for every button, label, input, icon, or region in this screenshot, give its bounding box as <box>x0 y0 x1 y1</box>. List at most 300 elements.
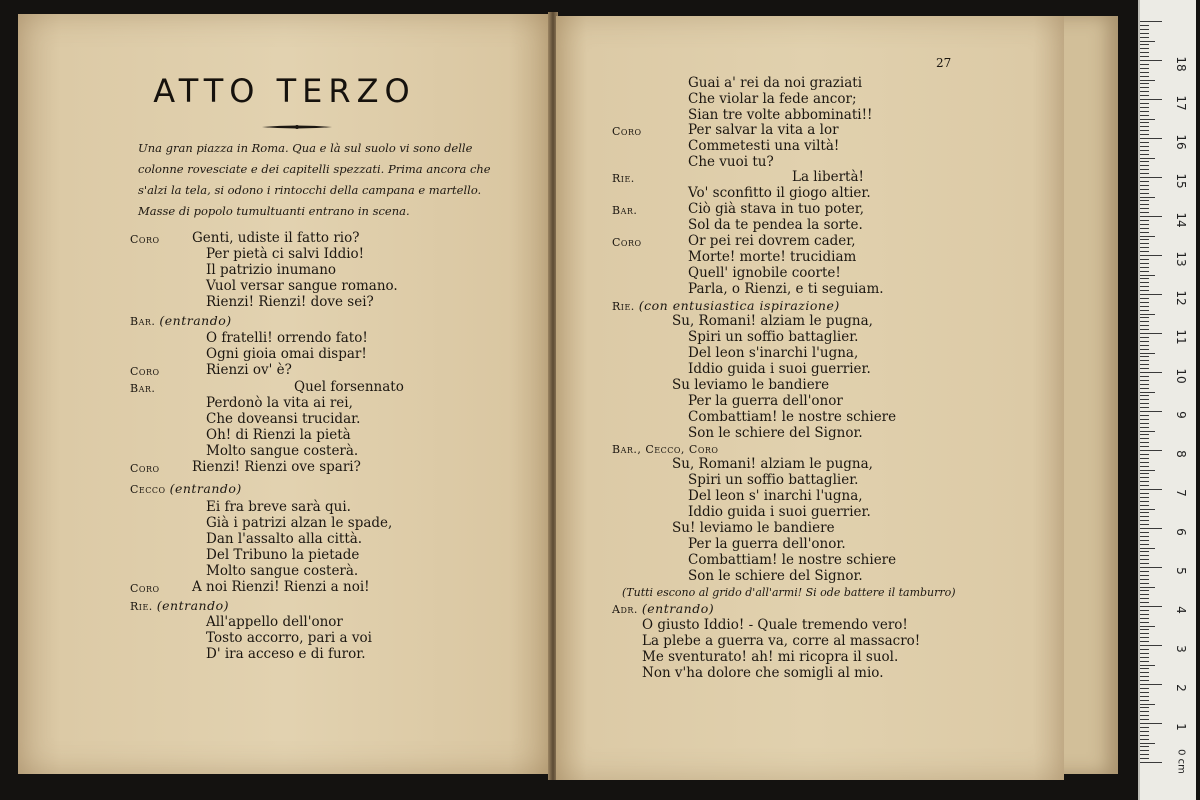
stage-note: (entrando) <box>641 601 715 616</box>
speaker-name: Adr. <box>612 603 638 616</box>
speaker-label: Coro <box>612 236 642 249</box>
verse-line: Che vuoi tu? <box>688 154 774 170</box>
ruler-tick <box>1140 739 1149 740</box>
ruler-tick <box>1140 177 1162 178</box>
ruler-number: 10 <box>1174 368 1188 384</box>
ruler-number: 15 <box>1174 173 1188 189</box>
ruler-tick <box>1140 598 1149 599</box>
ruler-tick <box>1140 122 1149 123</box>
ruler-number: 1 <box>1174 723 1188 731</box>
ruler-tick <box>1140 321 1149 322</box>
verse-line: Del leon s'inarchi l'ugna, <box>688 345 859 361</box>
verse-line: D' ira acceso e di furor. <box>206 646 366 662</box>
ruler-tick <box>1140 251 1149 252</box>
ruler-tick <box>1140 126 1149 127</box>
ruler-tick <box>1140 602 1149 603</box>
ruler-tick <box>1140 161 1149 162</box>
ruler-tick <box>1140 243 1149 244</box>
verse-line: Rienzi ov' è? <box>206 362 292 378</box>
ruler-tick <box>1140 302 1149 303</box>
ruler-tick <box>1140 587 1155 588</box>
ruler-tick <box>1140 200 1149 201</box>
verse-line: Vuol versar sangue romano. <box>206 278 398 294</box>
ruler-number: 8 <box>1174 450 1188 458</box>
ruler-tick <box>1140 590 1149 591</box>
verse-line: Per la guerra dell'onor <box>688 393 843 409</box>
ruler-tick <box>1140 239 1149 240</box>
act-title: ATTO TERZO <box>153 72 416 110</box>
ruler-tick <box>1140 267 1149 268</box>
stage-direction <box>138 138 498 222</box>
ruler-tick <box>1140 169 1149 170</box>
ruler-tick <box>1140 87 1149 88</box>
ruler-tick <box>1140 516 1149 517</box>
ruler-tick <box>1140 345 1149 346</box>
ruler-tick <box>1140 540 1149 541</box>
verse-line: Oh! di Rienzi la pietà <box>206 427 351 443</box>
verse-line: Sian tre volte abbominati!! <box>688 107 873 123</box>
ruler-tick <box>1140 115 1149 116</box>
verse-line: Che violar la fede ancor; <box>688 91 857 107</box>
ruler-tick <box>1140 661 1149 662</box>
verse-line: Genti, udiste il fatto rio? <box>192 230 360 246</box>
ruler-tick <box>1140 758 1149 759</box>
speaker-label: Coro <box>130 582 160 595</box>
ruler-tick <box>1140 520 1149 521</box>
ruler-tick <box>1140 111 1149 112</box>
ruler-tick <box>1140 676 1149 677</box>
verse-line: A noi Rienzi! Rienzi a noi! <box>192 579 370 595</box>
ruler-number: 18 <box>1174 56 1188 72</box>
ruler-tick <box>1140 754 1149 755</box>
ruler-tick <box>1140 411 1162 412</box>
speaker-label: Rie. <box>612 172 635 185</box>
ruler-tick <box>1140 704 1155 705</box>
ruler-tick <box>1140 618 1149 619</box>
ruler-tick <box>1140 185 1149 186</box>
ruler-tick <box>1140 583 1149 584</box>
ruler-tick <box>1140 485 1149 486</box>
ruler-tick <box>1140 719 1149 720</box>
verse-line: Su, Romani! alziam le pugna, <box>672 456 873 472</box>
ruler-tick <box>1140 64 1149 65</box>
ruler-tick <box>1140 21 1162 22</box>
speaker-label: Bar., Cecco, Coro <box>612 443 719 456</box>
ruler-tick <box>1140 392 1155 393</box>
ruler-tick <box>1140 356 1149 357</box>
verse-line: Per salvar la vita a lor <box>688 122 839 138</box>
ruler-tick <box>1140 286 1149 287</box>
ruler-number: 13 <box>1174 251 1188 267</box>
verse-line: O giusto Iddio! - Quale tremendo vero! <box>642 617 908 633</box>
ruler-tick <box>1140 403 1149 404</box>
ruler-tick <box>1140 103 1149 104</box>
ruler-tick <box>1140 727 1149 728</box>
ruler-tick <box>1140 25 1149 26</box>
speaker-label: Coro <box>130 365 160 378</box>
ruler-tick <box>1140 466 1149 467</box>
ruler-tick <box>1140 37 1149 38</box>
ruler-tick <box>1140 349 1149 350</box>
ruler-tick <box>1140 419 1149 420</box>
ruler-tick <box>1140 431 1155 432</box>
ruler-tick <box>1140 668 1149 669</box>
verse-line: Spiri un soffio battaglier. <box>688 329 859 345</box>
ruler-tick <box>1140 446 1149 447</box>
verse-line: Morte! morte! trucidiam <box>688 249 857 265</box>
ruler-tick <box>1140 364 1149 365</box>
ruler-tick <box>1140 372 1162 373</box>
ruler-tick <box>1140 130 1149 131</box>
ruler-tick <box>1140 353 1155 354</box>
ruler-tick <box>1140 255 1162 256</box>
right-page <box>556 16 1064 780</box>
verse-line: Parla, o Rienzi, e ti seguiam. <box>688 281 884 297</box>
ruler-number: 7 <box>1174 489 1188 497</box>
ruler-tick <box>1140 473 1149 474</box>
ruler-tick <box>1140 649 1149 650</box>
ruler-tick <box>1140 91 1149 92</box>
ruler-tick <box>1140 224 1149 225</box>
ruler-number: 12 <box>1174 290 1188 306</box>
ruler-tick <box>1140 665 1155 666</box>
ruler-tick <box>1140 376 1149 377</box>
verse-line: Me sventurato! ah! mi ricopra il suol. <box>642 649 899 665</box>
ruler-tick <box>1140 337 1149 338</box>
ruler-tick <box>1140 555 1149 556</box>
ruler-tick <box>1140 329 1149 330</box>
verse-line: Del leon s' inarchi l'ugna, <box>688 488 863 504</box>
stage-note: (con entusiastica ispirazione) <box>638 298 840 313</box>
ruler-tick <box>1140 317 1149 318</box>
verse-line: Or pei rei dovrem cader, <box>688 233 856 249</box>
ruler-tick <box>1140 563 1149 564</box>
ruler-tick <box>1140 165 1149 166</box>
exit-stage-direction: (Tutti escono al grido d'all'armi! Si ode battere il tamburro) <box>622 586 956 599</box>
ruler-tick <box>1140 80 1155 81</box>
ruler-tick <box>1140 388 1149 389</box>
ruler-tick <box>1140 423 1149 424</box>
stage-line: s'alzi la tela, si odono i rintocchi della campana e martello. <box>138 183 482 197</box>
ruler-tick <box>1140 575 1149 576</box>
ruler-tick <box>1140 610 1149 611</box>
ruler-tick <box>1140 44 1149 45</box>
ruler-tick <box>1140 746 1149 747</box>
ruler-tick <box>1140 762 1162 763</box>
ruler-tick <box>1140 434 1149 435</box>
ruler-tick <box>1140 146 1149 147</box>
verse-line: Su! leviamo le bandiere <box>672 520 835 536</box>
ruler-tick <box>1140 750 1149 751</box>
ruler-tick <box>1140 548 1155 549</box>
verse-line: Commetesti una viltà! <box>688 138 840 154</box>
verse-line: Su leviamo le bandiere <box>672 377 830 393</box>
ruler-tick <box>1140 715 1149 716</box>
ruler-tick <box>1140 368 1149 369</box>
verse-line: Guai a' rei da noi graziati <box>688 75 863 91</box>
verse-line: All'appello dell'onor <box>206 614 343 630</box>
verse-line: La libertà! <box>792 169 864 185</box>
ruler-tick <box>1140 333 1162 334</box>
ruler-tick <box>1140 325 1149 326</box>
ruler-tick <box>1140 544 1149 545</box>
ruler-tick <box>1140 228 1149 229</box>
ruler-tick <box>1140 567 1162 568</box>
ruler-tick <box>1140 154 1149 155</box>
verse-line: Ei fra breve sarà qui. <box>206 499 351 515</box>
verse-line: Del Tribuno la pietade <box>206 547 360 563</box>
verse-line: O fratelli! orrendo fato! <box>206 330 368 346</box>
verse-line: Combattiam! le nostre schiere <box>688 409 897 425</box>
speaker-label <box>130 313 232 329</box>
verse-line: Quell' ignobile coorte! <box>688 265 841 281</box>
speaker-label <box>130 481 242 497</box>
ruler-tick <box>1140 512 1149 513</box>
ruler-tick <box>1140 232 1149 233</box>
ruler-tick <box>1140 142 1149 143</box>
ruler-tick <box>1140 509 1155 510</box>
ruler-tick <box>1140 76 1149 77</box>
verse-line: Che doveansi trucidar. <box>206 411 361 427</box>
verse-line: Son le schiere del Signor. <box>688 425 863 441</box>
ruler-tick <box>1140 294 1162 295</box>
ruler-tick <box>1140 470 1155 471</box>
ruler-tick <box>1140 197 1155 198</box>
ruler-tick <box>1140 454 1149 455</box>
verse-line: Combattiam! le nostre schiere <box>688 552 897 568</box>
speaker-label: Bar. <box>612 204 638 217</box>
ruler-tick <box>1140 427 1149 428</box>
speaker-label <box>612 601 714 617</box>
verse-line: Rienzi! Rienzi! dove sei? <box>206 294 374 310</box>
ruler-tick <box>1140 150 1149 151</box>
verse-line: Ogni gioia omai dispar! <box>206 346 367 362</box>
ruler-tick <box>1140 637 1149 638</box>
ruler-number: 11 <box>1174 329 1188 345</box>
verse-line: Per pietà ci salvi Iddio! <box>206 246 365 262</box>
verse-line: Già i patrizi alzan le spade, <box>206 515 393 531</box>
ruler-number: 2 <box>1174 684 1188 692</box>
speaker-label: Bar. <box>130 382 156 395</box>
ruler-tick <box>1140 450 1162 451</box>
ruler-tick <box>1140 493 1149 494</box>
verse-line: Ciò già stava in tuo poter, <box>688 201 865 217</box>
ruler-tick <box>1140 524 1149 525</box>
ruler-tick <box>1140 204 1149 205</box>
ruler-tick <box>1140 134 1149 135</box>
ruler-tick <box>1140 481 1149 482</box>
title-ornament <box>262 124 332 130</box>
verse-line: Iddio guida i suoi guerrier. <box>688 504 871 520</box>
ruler-tick <box>1140 72 1149 73</box>
ruler-tick <box>1140 290 1149 291</box>
ruler-tick <box>1140 181 1149 182</box>
ruler-tick <box>1140 310 1149 311</box>
ruler-tick <box>1140 68 1149 69</box>
stage-line: colonne rovesciate e dei capitelli spezzati. Prima ancora che <box>138 162 491 176</box>
ruler-tick <box>1140 438 1149 439</box>
verse-line: La plebe a guerra va, corre al massacro! <box>642 633 921 649</box>
ruler-tick <box>1140 33 1149 34</box>
ruler-tick <box>1140 271 1149 272</box>
ruler-unit-label: 0 cm <box>1175 749 1187 774</box>
verse-line: Sol da te pendea la sorte. <box>688 217 863 233</box>
ruler-tick <box>1140 594 1149 595</box>
ruler-tick <box>1140 208 1149 209</box>
ruler-tick <box>1140 688 1149 689</box>
ruler-tick <box>1140 99 1162 100</box>
ruler-tick <box>1140 743 1155 744</box>
ruler-tick <box>1140 633 1149 634</box>
ruler-tick <box>1140 220 1149 221</box>
ruler-tick <box>1140 52 1149 53</box>
ruler-tick <box>1140 711 1149 712</box>
ruler-tick <box>1140 119 1155 120</box>
ruler-tick <box>1140 415 1149 416</box>
speaker-label: Coro <box>130 233 160 246</box>
ruler-tick <box>1140 360 1149 361</box>
verse-line: Molto sangue costerà. <box>206 443 359 459</box>
speaker-label: Coro <box>612 125 642 138</box>
ruler-tick <box>1140 696 1149 697</box>
ruler-tick <box>1140 107 1149 108</box>
ruler-tick <box>1140 692 1149 693</box>
ruler-tick <box>1140 477 1149 478</box>
verse-line: Spiri un soffio battaglier. <box>688 472 859 488</box>
ruler-tick <box>1140 626 1155 627</box>
ruler-tick <box>1140 700 1149 701</box>
ruler-tick <box>1140 641 1149 642</box>
ruler-tick <box>1140 680 1149 681</box>
speaker-label <box>612 298 840 314</box>
verse-line: Iddio guida i suoi guerrier. <box>688 361 871 377</box>
ruler-tick <box>1140 551 1149 552</box>
speaker-name: Bar. <box>130 315 156 328</box>
verse-line: Non v'ha dolore che somigli al mio. <box>642 665 884 681</box>
ruler-tick <box>1140 189 1149 190</box>
ruler-number: 16 <box>1174 134 1188 150</box>
ruler-number: 4 <box>1174 606 1188 614</box>
ruler-number: 14 <box>1174 212 1188 228</box>
ruler-tick <box>1140 458 1149 459</box>
ruler-tick <box>1140 645 1162 646</box>
ruler-tick <box>1140 571 1149 572</box>
ruler-number: 17 <box>1174 95 1188 111</box>
ruler-tick <box>1140 384 1149 385</box>
ruler-tick <box>1140 41 1155 42</box>
ruler-tick <box>1140 462 1149 463</box>
speaker-name: Cecco <box>130 483 166 496</box>
ruler-tick <box>1140 212 1149 213</box>
left-page <box>18 14 551 774</box>
ruler-tick <box>1140 158 1155 159</box>
ruler-tick <box>1140 501 1149 502</box>
ruler-tick <box>1140 489 1162 490</box>
ruler-tick <box>1140 83 1149 84</box>
ruler-tick <box>1140 314 1155 315</box>
ruler-tick <box>1140 380 1149 381</box>
ruler-tick <box>1140 723 1162 724</box>
ruler-tick <box>1140 672 1149 673</box>
stage-note: (entrando) <box>169 481 242 496</box>
ruler-number: 3 <box>1174 645 1188 653</box>
ruler-tick <box>1140 395 1149 396</box>
ruler-tick <box>1140 48 1149 49</box>
speaker-label <box>130 598 229 614</box>
ruler-tick <box>1140 282 1149 283</box>
verse-line: Vo' sconfitto il giogo altier. <box>688 185 871 201</box>
ruler-number: 5 <box>1174 567 1188 575</box>
ruler-tick <box>1140 606 1162 607</box>
ruler-tick <box>1140 306 1149 307</box>
ruler-tick <box>1140 532 1149 533</box>
ruler-tick <box>1140 657 1149 658</box>
ruler-tick <box>1140 707 1149 708</box>
ruler-tick <box>1140 247 1149 248</box>
stage-line: Masse di popolo tumultuanti entrano in scena. <box>138 204 410 218</box>
speaker-name: Rie. <box>130 600 153 613</box>
verse-line: Per la guerra dell'onor. <box>688 536 846 552</box>
ruler-tick <box>1140 95 1149 96</box>
ruler-tick <box>1140 399 1149 400</box>
ruler-tick <box>1140 622 1149 623</box>
ruler-tick <box>1140 579 1149 580</box>
verse-line: Perdonò la vita ai rei, <box>206 395 353 411</box>
ruler-tick <box>1140 278 1149 279</box>
ruler-tick <box>1140 56 1149 57</box>
speaker-name: Rie. <box>612 300 635 313</box>
ruler-tick <box>1140 275 1155 276</box>
ruler-tick <box>1140 193 1149 194</box>
ruler-tick <box>1140 559 1149 560</box>
verse-line: Su, Romani! alziam le pugna, <box>672 313 873 329</box>
verse-line: Tosto accorro, pari a voi <box>206 630 372 646</box>
ruler-tick <box>1140 173 1149 174</box>
page-number: 27 <box>936 56 952 70</box>
ruler-tick <box>1140 298 1149 299</box>
verse-line: Molto sangue costerà. <box>206 563 359 579</box>
ruler-tick <box>1140 138 1162 139</box>
stage-note: (entrando) <box>159 313 232 328</box>
ruler-tick <box>1140 735 1149 736</box>
ruler-tick <box>1140 614 1149 615</box>
ruler-tick <box>1140 528 1162 529</box>
ruler-tick <box>1140 505 1149 506</box>
ruler-tick <box>1140 497 1149 498</box>
speaker-label: Coro <box>130 462 160 475</box>
ruler-tick <box>1140 407 1149 408</box>
ruler-tick <box>1140 442 1149 443</box>
stage-note: (entrando) <box>156 598 230 613</box>
ruler-tick <box>1140 259 1149 260</box>
ruler-number: 9 <box>1174 411 1188 419</box>
ruler-tick <box>1140 29 1149 30</box>
ruler-tick <box>1140 653 1149 654</box>
stage-line: Una gran piazza in Roma. Qua e là sul suolo vi sono delle <box>138 141 473 155</box>
ruler-tick <box>1140 731 1149 732</box>
ruler-tick <box>1140 236 1155 237</box>
verse-line: Son le schiere del Signor. <box>688 568 863 584</box>
ruler-number: 6 <box>1174 528 1188 536</box>
ruler-tick <box>1140 60 1162 61</box>
ruler-tick <box>1140 684 1162 685</box>
ruler-tick <box>1140 216 1162 217</box>
verse-line: Rienzi! Rienzi ove spari? <box>192 459 361 475</box>
verse-line: Dan l'assalto alla città. <box>206 531 363 547</box>
ruler-tick <box>1140 341 1149 342</box>
ruler-tick <box>1140 629 1149 630</box>
verse-line: Il patrizio inumano <box>206 262 337 278</box>
